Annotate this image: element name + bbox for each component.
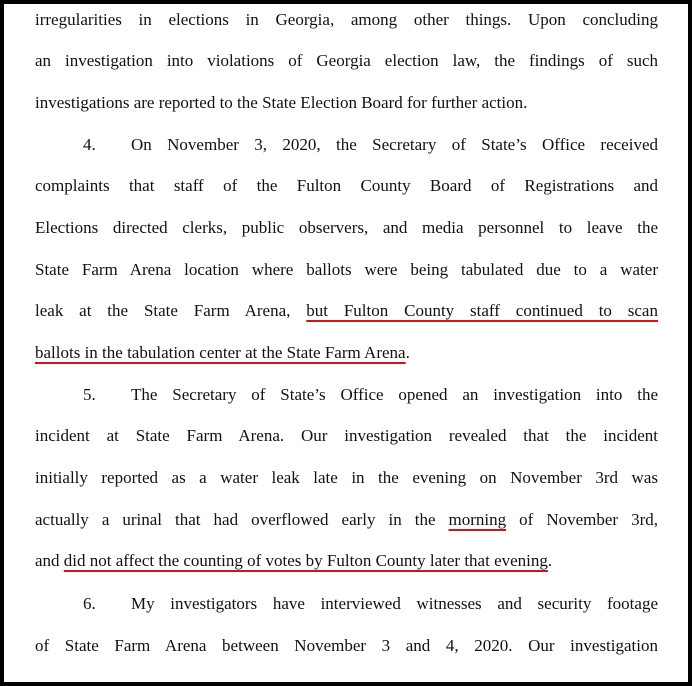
underlined-highlight: ballots in the tabulation center at the State Farm Arena	[35, 343, 406, 362]
paragraph-5-first-line	[83, 384, 658, 406]
text-line	[35, 550, 658, 572]
document-page	[4, 4, 688, 682]
text-line: State Farm Arena location where ballots were being tabulated due to a water	[35, 260, 658, 279]
text-span: .	[405, 343, 410, 362]
text-span: of November 3rd,	[506, 510, 658, 529]
text-span: .	[547, 551, 553, 570]
text-line	[35, 509, 658, 531]
underlined-highlight: did not affect the counting of votes by Fulton County later that evening	[63, 551, 548, 570]
text-line: an investigation into violations of Georgia election law, the findings of such	[35, 51, 658, 70]
text-line: initially reported as a water leak late in the evening on November 3rd was	[35, 468, 658, 487]
text-line	[35, 342, 658, 364]
text-span: My investigators have interviewed witnesses and security footage	[131, 594, 658, 613]
text-span: The Secretary of State’s Office opened an investigation into the	[131, 385, 658, 404]
underlined-highlight: morning	[448, 510, 507, 529]
underlined-highlight: but Fulton County staff continued to scan	[306, 301, 658, 320]
paragraph-number: 4.	[83, 135, 96, 154]
paragraph-number: 6.	[83, 594, 96, 613]
text-span: and	[35, 551, 64, 570]
text-line: Elections directed clerks, public observers, and media personnel to leave the	[35, 218, 658, 237]
text-line	[35, 300, 658, 322]
text-span: actually a urinal that had overflowed early in the	[35, 510, 449, 529]
text-line: complaints that staff of the Fulton County Board of Registrations and	[35, 176, 658, 195]
paragraph-4-first-line	[83, 134, 658, 156]
text-line: of State Farm Arena between November 3 and 4, 2020. Our investigation	[35, 636, 658, 655]
text-span: leak at the State Farm Arena,	[35, 301, 307, 320]
paragraph-6-first-line	[83, 593, 658, 615]
paragraph-number: 5.	[83, 385, 96, 404]
text-span: On November 3, 2020, the Secretary of State’s Office received	[131, 135, 658, 154]
text-line: investigations are reported to the State Election Board for further action.	[35, 93, 528, 112]
text-line: incident at State Farm Arena. Our investigation revealed that the incident	[35, 426, 658, 445]
text-line: irregularities in elections in Georgia, among other things. Upon concluding	[35, 10, 658, 29]
